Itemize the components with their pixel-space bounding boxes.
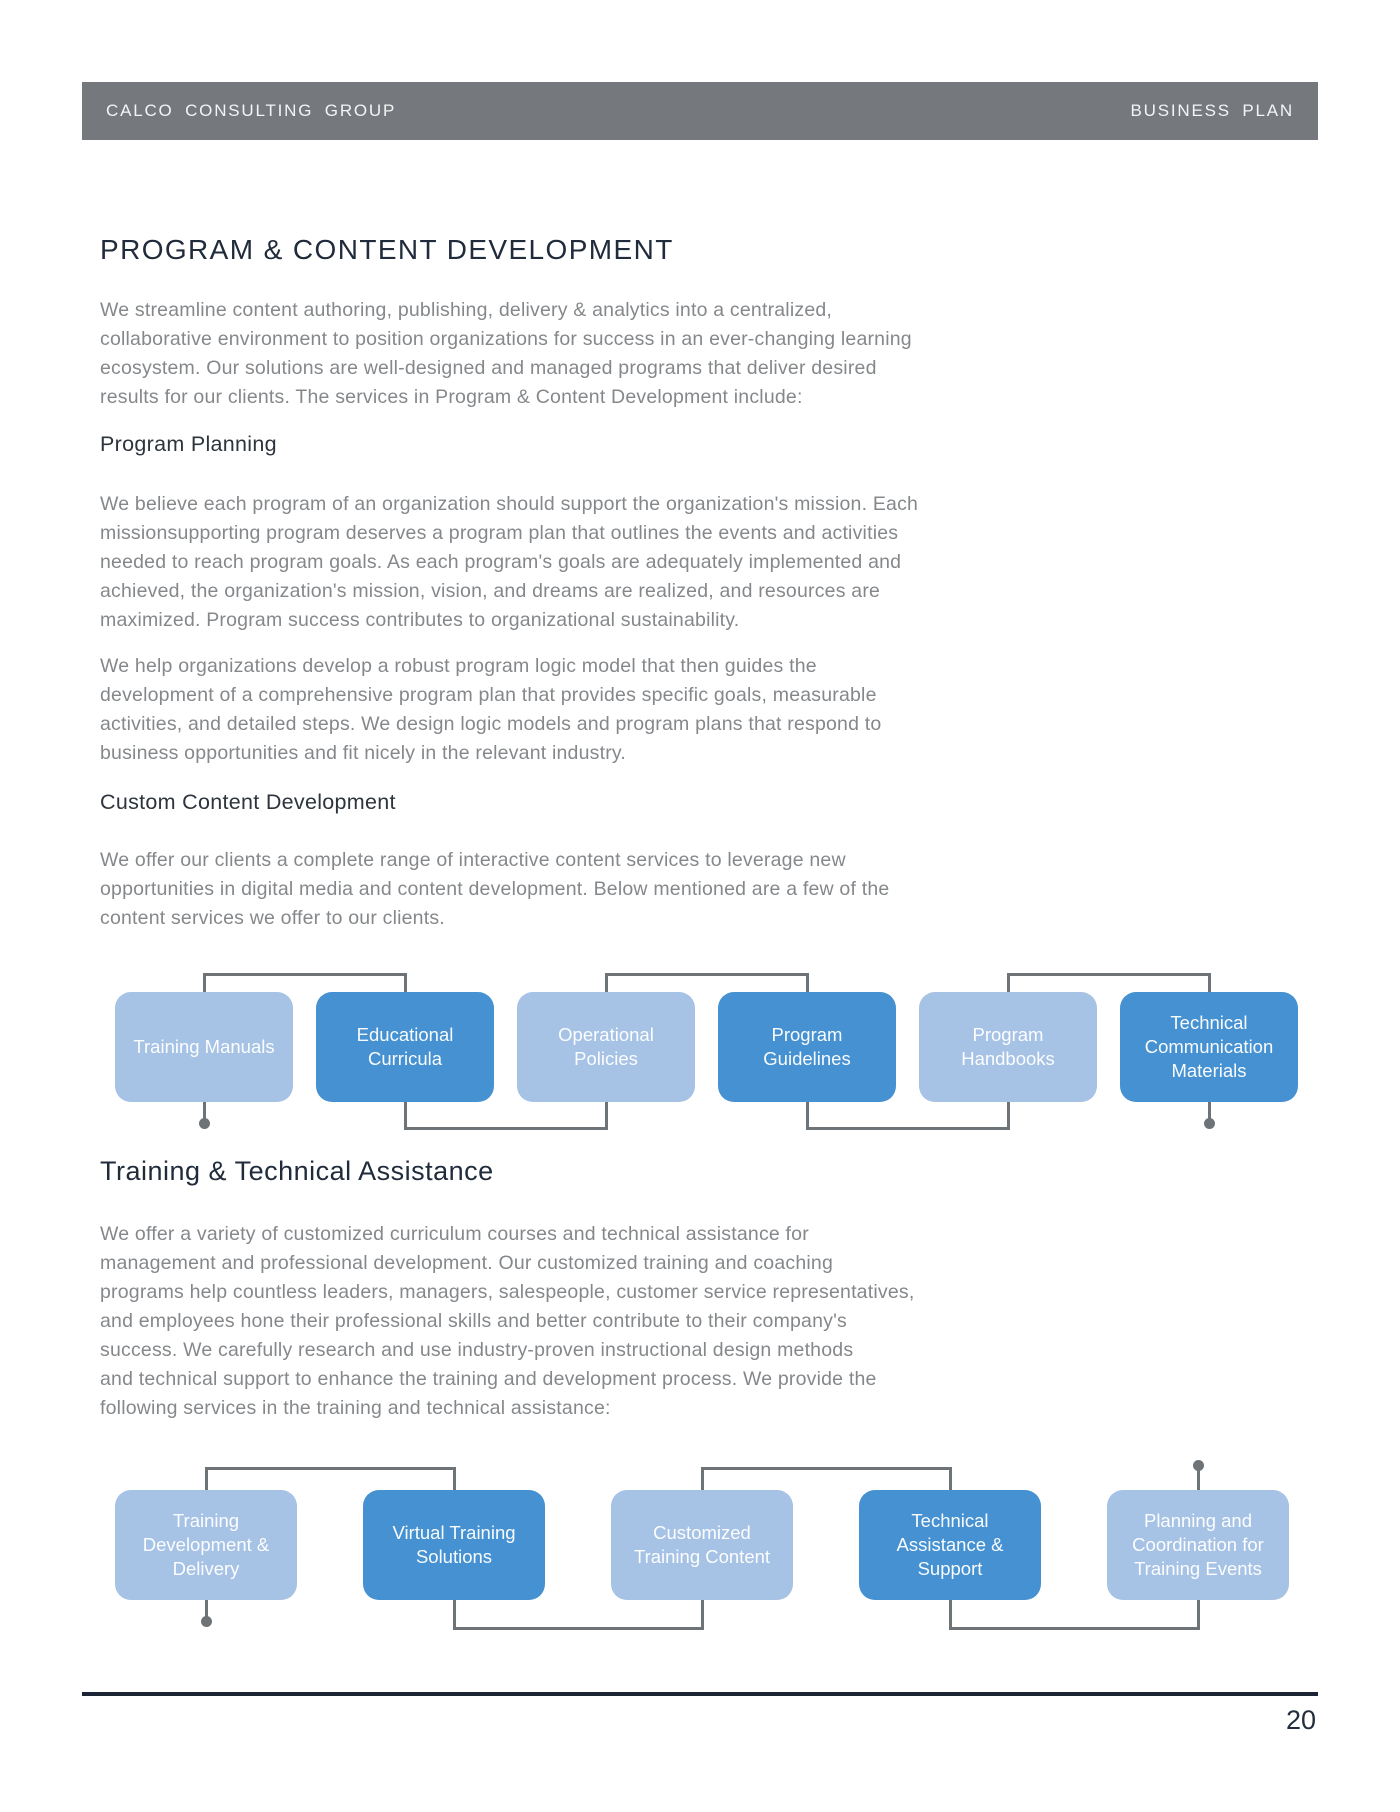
company-name: CALCO CONSULTING GROUP [106, 101, 397, 120]
diagram-box-virtual-training-solutions: Virtual Training Solutions [363, 1490, 545, 1600]
diagram-box-operational-policies: Operational Policies [517, 992, 695, 1102]
text-line: business opportunities and fit nicely in the relevant industry. [100, 742, 627, 764]
connector-bottom-bracket-line [404, 1127, 608, 1130]
custom-content-heading: Custom Content Development [100, 790, 396, 814]
connector-vertical-line [1007, 973, 1010, 992]
page-title: PROGRAM & CONTENT DEVELOPMENT [100, 234, 674, 265]
text-line: ecosystem. Our solutions are well-designed and managed programs that deliver desired [100, 357, 877, 379]
diagram-box-program-handbooks: Program Handbooks [919, 992, 1097, 1102]
connector-vertical-line [1197, 1600, 1200, 1630]
text-line: activities, and detailed steps. We design logic models and program plans that respond to [100, 713, 882, 735]
connector-vertical-line [404, 973, 407, 992]
text-line: collaborative environment to position organizations for success in an ever-changing learning [100, 328, 912, 350]
connector-vertical-line [1208, 973, 1211, 992]
text-line: management and professional development. Our customized training and coaching [100, 1252, 833, 1274]
connector-top-bracket-line [605, 973, 809, 976]
program-planning-paragraph-1 [100, 490, 918, 635]
connector-bottom-bracket-line [806, 1127, 1010, 1130]
connector-vertical-line [453, 1467, 456, 1490]
diagram-box-technical-assistance-support: Technical Assistance & Support [859, 1490, 1041, 1600]
connector-vertical-line [949, 1600, 952, 1630]
text-line: content services we offer to our clients. [100, 907, 445, 929]
connector-vertical-line [605, 973, 608, 992]
diagram-box-training-development-delivery: Training Development & Delivery [115, 1490, 297, 1600]
text-line: maximized. Program success contributes to organizational sustainability. [100, 609, 740, 631]
text-line: development of a comprehensive program plan that provides specific goals, measurable [100, 684, 877, 706]
diagram-box-technical-communication-materials: Technical Communication Materials [1120, 992, 1298, 1102]
connector-bottom-bracket-line [949, 1627, 1200, 1630]
connector-dot [201, 1616, 212, 1627]
connector-vertical-line [453, 1600, 456, 1630]
connector-dot [199, 1118, 210, 1129]
page-number: 20 [1285, 1705, 1316, 1735]
page-header-bar [82, 82, 1318, 140]
training-services-diagram [0, 1450, 1400, 1650]
connector-top-bracket-line [1007, 973, 1211, 976]
text-line: following services in the training and technical assistance: [100, 1397, 611, 1419]
text-line: We streamline content authoring, publishing, delivery & analytics into a centralized, [100, 299, 833, 321]
text-line: We offer our clients a complete range of interactive content services to leverage new [100, 849, 846, 871]
content-services-diagram [0, 955, 1400, 1140]
connector-vertical-line [701, 1467, 704, 1490]
text-line: programs help countless leaders, managers, salespeople, customer service representatives, [100, 1281, 915, 1303]
connector-vertical-line [605, 1102, 608, 1130]
text-line: results for our clients. The services in Program & Content Development include: [100, 386, 803, 408]
text-line: and employees hone their professional skills and better contribute to their company's [100, 1310, 847, 1332]
intro-paragraph [100, 296, 912, 412]
connector-vertical-line [1007, 1102, 1010, 1130]
text-line: opportunities in digital media and content development. Below mentioned are a few of the [100, 878, 890, 900]
training-ta-heading: Training & Technical Assistance [100, 1156, 494, 1186]
connector-vertical-line [806, 973, 809, 992]
connector-top-bracket-line [203, 973, 407, 976]
connector-stub-line [1197, 1466, 1200, 1490]
diagram-box-planning-and-coordination-for-training-events: Planning and Coordination for Training Events [1107, 1490, 1289, 1600]
connector-vertical-line [806, 1102, 809, 1130]
document-type-label: BUSINESS PLAN [1130, 101, 1294, 120]
training-ta-paragraph [100, 1220, 914, 1423]
connector-bottom-bracket-line [453, 1627, 704, 1630]
diagram-box-program-guidelines: Program Guidelines [718, 992, 896, 1102]
connector-dot [1204, 1118, 1215, 1129]
connector-vertical-line [203, 973, 206, 992]
diagram-box-customized-training-content: Customized Training Content [611, 1490, 793, 1600]
text-line: missionsupporting program deserves a program plan that outlines the events and activities [100, 522, 899, 544]
text-line: needed to reach program goals. As each program's goals are adequately implemented and [100, 551, 902, 573]
diagram-box-training-manuals: Training Manuals [115, 992, 293, 1102]
footer-rule [82, 1692, 1318, 1696]
program-planning-paragraph-2 [100, 652, 881, 768]
text-line: We help organizations develop a robust program logic model that then guides the [100, 655, 817, 677]
connector-vertical-line [205, 1467, 208, 1490]
connector-vertical-line [701, 1600, 704, 1630]
custom-content-paragraph [100, 846, 889, 933]
text-line: achieved, the organization's mission, vision, and dreams are realized, and resources are [100, 580, 881, 602]
program-planning-heading: Program Planning [100, 432, 277, 456]
connector-vertical-line [949, 1467, 952, 1490]
text-line: We believe each program of an organization should support the organization's mission. Each [100, 493, 919, 515]
text-line: We offer a variety of customized curriculum courses and technical assistance for [100, 1223, 809, 1245]
text-line: success. We carefully research and use industry-proven instructional design methods [100, 1339, 854, 1361]
diagram-box-educational-curricula: Educational Curricula [316, 992, 494, 1102]
connector-top-bracket-line [205, 1467, 456, 1470]
connector-vertical-line [404, 1102, 407, 1130]
text-line: and technical support to enhance the training and development process. We provide the [100, 1368, 877, 1390]
connector-top-bracket-line [701, 1467, 952, 1470]
